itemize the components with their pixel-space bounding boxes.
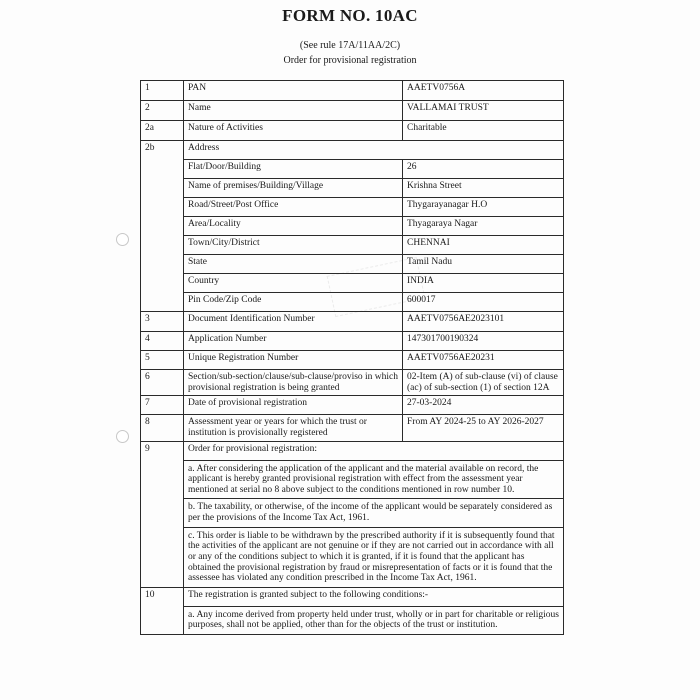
- field-value: Charitable: [403, 121, 564, 141]
- row-number: 2a: [141, 121, 184, 141]
- form-subtitle: Order for provisional registration: [283, 55, 417, 66]
- row-number: 4: [141, 332, 184, 351]
- table-row: [141, 255, 564, 274]
- table-row: [141, 396, 564, 415]
- field-value: AAETV0756AE20231: [403, 351, 564, 370]
- address-label: Name of premises/Building/Village: [184, 179, 403, 198]
- section-heading: The registration is granted subject to the following conditions:-: [184, 587, 564, 606]
- table-row: [141, 460, 564, 499]
- address-value: INDIA: [403, 274, 564, 293]
- table-row: [141, 274, 564, 293]
- field-label: Assessment year or years for which the trust or institution is provisionally registered: [184, 415, 403, 441]
- row-number: 8: [141, 415, 184, 441]
- row-number: 7: [141, 396, 184, 415]
- field-value: 147301700190324: [403, 332, 564, 351]
- row-number: 9: [141, 441, 184, 587]
- table-row: [141, 198, 564, 217]
- table-row: [141, 160, 564, 179]
- field-label: Document Identification Number: [184, 312, 403, 332]
- address-value: Krishna Street: [403, 179, 564, 198]
- address-value: Thyagaraya Nagar: [403, 217, 564, 236]
- address-value: 26: [403, 160, 564, 179]
- table-row: [141, 587, 564, 606]
- section-heading: Order for provisional registration:: [184, 441, 564, 460]
- table-row: [141, 499, 564, 527]
- table-row: [141, 332, 564, 351]
- address-value: Thygarayanagar H.O: [403, 198, 564, 217]
- row-number: 2: [141, 101, 184, 121]
- table-row: [141, 236, 564, 255]
- table-row: [141, 351, 564, 370]
- table-row: [141, 527, 564, 587]
- field-value: VALLAMAI TRUST: [403, 101, 564, 121]
- table-row: [141, 217, 564, 236]
- address-label: Road/Street/Post Office: [184, 198, 403, 217]
- address-label: Area/Locality: [184, 217, 403, 236]
- address-label: Pin Code/Zip Code: [184, 293, 403, 312]
- field-value: 27-03-2024: [403, 396, 564, 415]
- order-paragraph-a: a. After considering the application of the applicant and the material available on record, the applicant is hereby granted provisional registration with effect from the assessment year mentioned at serial no 8 above subject to the conditions mentioned in row number 10.: [184, 460, 564, 499]
- row-number: 2b: [141, 141, 184, 312]
- field-value: 02-Item (A) of sub-clause (vi) of clause (ac) of sub-section (1) of section 12A: [403, 370, 564, 396]
- address-label: Country: [184, 274, 403, 293]
- field-value: From AY 2024-25 to AY 2026-2027: [403, 415, 564, 441]
- field-label: Application Number: [184, 332, 403, 351]
- address-value: 600017: [403, 293, 564, 312]
- field-label: Nature of Activities: [184, 121, 403, 141]
- field-value: AAETV0756AE2023101: [403, 312, 564, 332]
- row-number: 6: [141, 370, 184, 396]
- row-number: 5: [141, 351, 184, 370]
- registration-table: [140, 80, 564, 635]
- address-label: Flat/Door/Building: [184, 160, 403, 179]
- field-label: PAN: [184, 81, 403, 101]
- row-number: 10: [141, 587, 184, 634]
- address-value: Tamil Nadu: [403, 255, 564, 274]
- address-value: CHENNAI: [403, 236, 564, 255]
- table-row: [141, 141, 564, 160]
- table-row: [141, 293, 564, 312]
- field-label: Address: [184, 141, 564, 160]
- table-row: [141, 415, 564, 441]
- row-number: 1: [141, 81, 184, 101]
- address-label: State: [184, 255, 403, 274]
- form-title: FORM NO. 10AC: [282, 6, 418, 25]
- field-label: Name: [184, 101, 403, 121]
- order-paragraph-b: b. The taxability, or otherwise, of the income of the applicant would be separately considered as per the provisions of the Income Tax Act, 1961.: [184, 499, 564, 527]
- order-paragraph-c: c. This order is liable to be withdrawn by the prescribed authority if it is subsequently found that the activities of the applicant are not genuine or if they are not carried out in accordance with all or any of the conditions subject to which it is granted, if it is found that the applicant has obtained the provisional registration by fraud or misrepresentation of facts or it is found that the assessee has violated any condition prescribed in the Income Tax Act, 1961.: [184, 527, 564, 587]
- address-label: Town/City/District: [184, 236, 403, 255]
- field-label: Unique Registration Number: [184, 351, 403, 370]
- table-row: [141, 441, 564, 460]
- table-row: [141, 179, 564, 198]
- rule-reference: (See rule 17A/11AA/2C): [299, 40, 401, 51]
- field-value: AAETV0756A: [403, 81, 564, 101]
- punch-hole-icon: [116, 430, 129, 443]
- table-row: [141, 312, 564, 332]
- table-row: [141, 370, 564, 396]
- field-label: Date of provisional registration: [184, 396, 403, 415]
- field-label: Section/sub-section/clause/sub-clause/proviso in which provisional registration is being granted: [184, 370, 403, 396]
- table-row: [141, 121, 564, 141]
- table-row: [141, 81, 564, 101]
- punch-hole-icon: [116, 233, 129, 246]
- condition-paragraph-a: a. Any income derived from property held under trust, wholly or in part for charitable or religious purposes, shall not be applied, other than for the objects of the trust or institution.: [184, 606, 564, 634]
- table-row: [141, 606, 564, 634]
- row-number: 3: [141, 312, 184, 332]
- table-row: [141, 101, 564, 121]
